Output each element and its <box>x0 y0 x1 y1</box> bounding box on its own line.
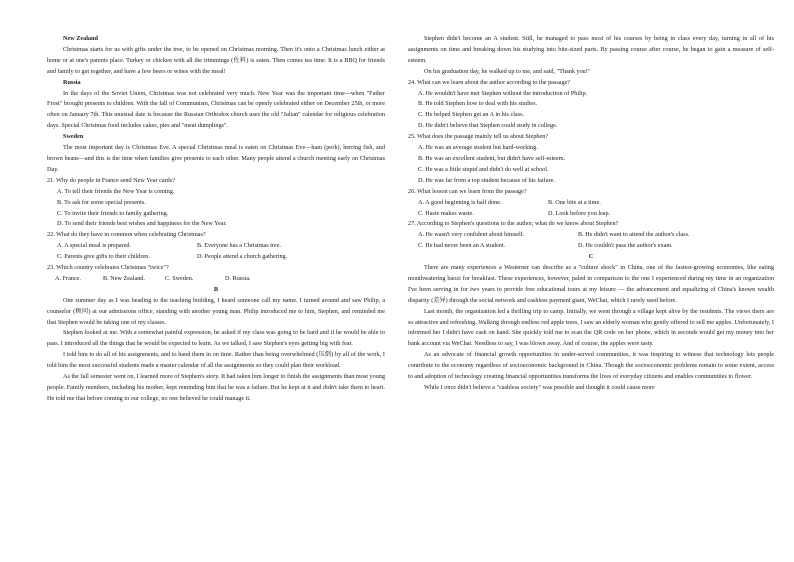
paragraph-c2: Last month, the organization led a thrilling trip to camp. Initially, we went through a village kept alive by the residents. The views there are so attractive and refreshing. Walking through endless red apple trees, I saw an elderly woman who gently offered to sell me apples. Unfortunately, I informed her I didn't have cash on hand. She quickly told me to scan the QR code on her phone, which in seconds would get my money into her bank account via WeChat. Needless to say, I was blown away. And of course, the apples were tasty. <box>408 307 774 348</box>
option-26d: D. Look before you leap. <box>548 209 611 217</box>
option-24c: C. He helped Stephen get an A in his class. <box>418 111 525 119</box>
right-column <box>408 34 774 394</box>
option-21d: D. To send their friends best wishes and happiness for the New Year. <box>57 220 227 228</box>
option-27c: C. He had never been an A student. <box>418 242 506 250</box>
paragraph-new-zealand: Christmas starts for us with gifts under the tree, to be opened on Christmas morning. Then it's onto a Christmas lunch either at home or at one's parents place. Turkey or chicken with all the trimmings (佐料) is eaten. Then comes tea time. It is a BBQ for friends and family to get together, and have a few beers or wines with the meal! <box>47 45 385 75</box>
option-21c: C. To invite their friends to family gathering. <box>57 209 169 217</box>
option-23a: A. France. <box>55 274 81 282</box>
paragraph-b1: One summer day as I was heading to the teaching building, I heard someone call my name. I turned around and saw Philip, a counselor (顾问) at our admissions office, standing with another young man. Philip introduced me to him, Stephen, and reminded me that Stephen would be taking one of my classes. <box>47 296 385 326</box>
left-column <box>47 34 385 405</box>
option-23d: D. Russia. <box>225 274 251 282</box>
paragraph-sweden: The most important day is Christmas Eve. A special Christmas meal is eaten on Christmas Eve—ham (pork), herring fish, and brown beans—and this is the time when families give presents to each other. Many people attend a church meeting early on Christmas Day. <box>47 144 385 173</box>
option-22b: B. Everyone has a Christmas tree. <box>197 242 282 250</box>
paragraph-b3: I told him to do all of his assignments, and to hand them in on time. Rather than being overwhelmed (压倒) by all of the work, I told him the most successful students made a master calendar of all the assignments so they could plan their workload. <box>47 351 385 370</box>
paragraph-r2: On his graduation day, he walked up to me, and said, "Thank you!" <box>424 67 591 75</box>
question-22: 22. What do they have in common when celebrating Christmas? <box>47 231 206 239</box>
paragraph-b2: Stephen looked at me. With a somewhat painful expression, he asked if my class was going to be hard and if he would be able to pass. I introduced all the things that he would be expected to learn. As we talked, I saw Stephen's eyes getting big with fear. <box>47 329 385 348</box>
option-23b: B. New Zealand. <box>103 274 145 282</box>
options-26-row1 <box>408 198 774 209</box>
question-24: 24. What can we learn about the author according to the passage? <box>408 78 571 86</box>
question-25: 25. What does the passage mainly tell us about Stephen? <box>408 133 549 141</box>
options-22-row1 <box>47 241 385 252</box>
option-27d: D. He couldn't pass the author's exam. <box>578 242 673 250</box>
paragraph-b4: As the fall semester went on, I learned more of Stephen's story. It had taken him longer to finish the assignments than most young people. Family members, including his mother, kept reminding him that he was a failure. But he kept at it and didn't take them to heart. He told me that before coming to our college, no one believed he could manage it. <box>47 373 385 402</box>
option-24d: D. He didn't believe that Stephen could study in college. <box>418 122 558 130</box>
option-27b: B. He didn't want to attend the author's class. <box>578 231 690 239</box>
options-23 <box>47 274 385 285</box>
question-26: 26. What lesson can we learn from the passage? <box>408 187 527 195</box>
option-26c: C. Haste makes waste. <box>418 209 474 217</box>
option-24b: B. He told Stephen how to deal with his studies. <box>418 100 538 108</box>
option-25a: A. He was an average student but hard-working. <box>418 144 538 152</box>
option-24a: A. He wouldn't have met Stephen without the introduction of Philip. <box>418 89 588 97</box>
section-heading-new-zealand: New Zealand <box>63 35 98 42</box>
paragraph-russia: In the days of the Soviet Union, Christmas was not celebrated very much. New Year was the important time—when "Father Frost" brought presents to children. With the fall of Communism, Christmas can be openly celebrated either on December 25th, or more often on January 7th. This unusual date is because the Russian Orthodox church uses the old "Julian" calendar for religious celebration days. Special Christmas food includes cakes, pies and "meat dumplings". <box>47 89 385 130</box>
option-25d: D. He was far from a top student because of his failure. <box>418 176 555 184</box>
section-c-heading: C <box>588 253 594 261</box>
option-26a: A. A good beginning is half done. <box>418 198 502 206</box>
option-21b: B. To ask for some special presents. <box>57 198 146 206</box>
paragraph-r1: Stephen didn't become an A student. Still, he managed to pass most of his courses by being in class every day, turning in all of his assignments on time and breaking down his studying into bite-sized parts. By passing course after course, he began to gain a measure of self-esteem. <box>408 35 774 64</box>
paragraph-c3: As an advocate of financial growth opportunities in under-served communities, it was inspiring to witness that technology lets people contribute to the economy regardless of socioeconomic background in China. Though the socioeconomic problems remain to some extent, access to and adoption of technology creating financial opportunities transforms the lives of everyday citizens and enables communities to flower. <box>408 351 774 381</box>
options-27-row1 <box>408 230 774 241</box>
options-26-row2 <box>408 209 774 220</box>
question-27: 27. According to Stephen's questions to the author, what do we know about Stephen? <box>408 220 619 228</box>
section-heading-russia: Russia <box>63 78 81 86</box>
options-27-row2 <box>408 241 774 252</box>
option-25b: B. He was an excellent student, but didn't have self-esteem. <box>418 154 566 162</box>
paragraph-c1: There are many experiences a Westerner can describe as a "culture shock" in China, one of the fastest-growing economies, like eating mouthwatering baozi for breakfast. These experiences, however, paled in comparison to the one I experienced during my time in an organization I've been serving in for two years to provide free educational tours at my leisure — the advancement and equalizing of China's known wealth disparity (差异) through the social network and cashless payment giant, WeChat, which I rarely used before. <box>408 264 774 304</box>
option-22d: D. People attend a church gathering. <box>197 253 288 261</box>
option-23c: C. Sweden. <box>165 274 194 282</box>
option-22a: A. A special meal is prepared. <box>57 242 132 250</box>
options-22-row2 <box>47 252 385 263</box>
option-26b: B. One bite at a time. <box>548 198 601 206</box>
paragraph-c4: While I once didn't believe a "cashless society" was possible and thought it could cause more <box>424 384 655 391</box>
option-27a: A. He wasn't very confident about himself. <box>418 231 525 239</box>
option-25c: C. He was a little stupid and didn't do well at school. <box>418 165 549 173</box>
question-21: 21. Why do people in France send New Year cards? <box>47 176 175 184</box>
option-22c: C. Parents give gifts to their children. <box>57 253 150 261</box>
section-b-heading: B <box>213 285 219 293</box>
section-heading-sweden: Sweden <box>63 133 84 141</box>
question-23: 23. Which country celebrates Christmas "twice"? <box>47 264 169 272</box>
option-21a: A. To tell their friends the New Year is coming. <box>57 187 175 195</box>
